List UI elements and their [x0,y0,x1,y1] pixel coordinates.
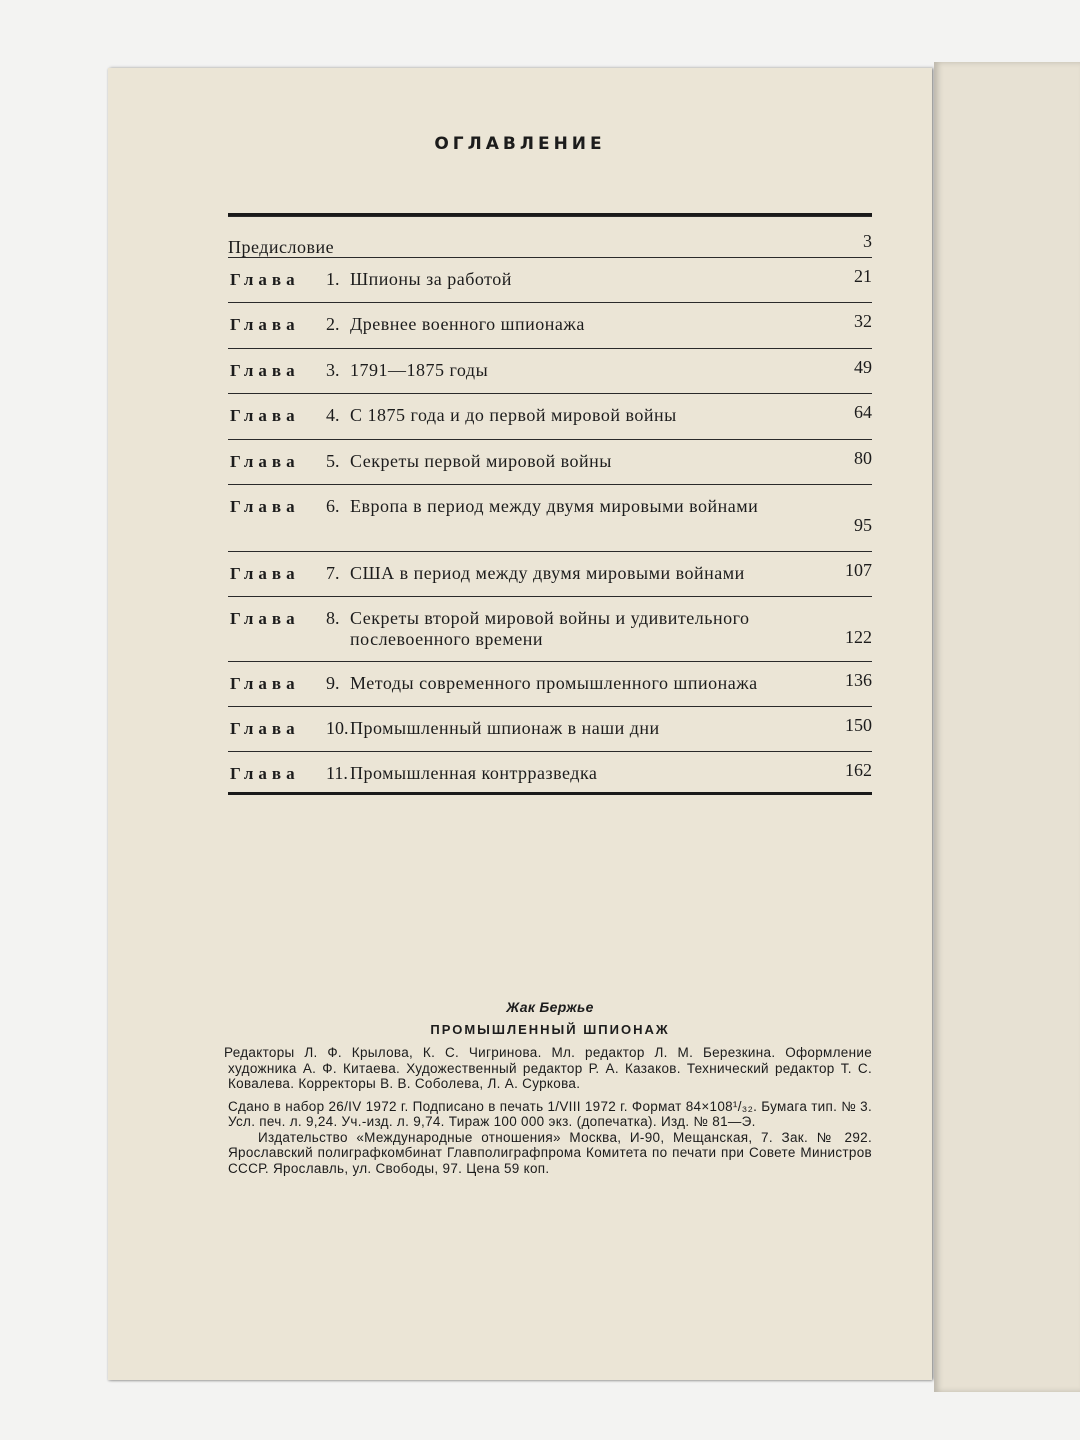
chapter-page: 64 [854,402,872,422]
chapter-page: 21 [854,266,872,286]
imprint-block [224,999,872,1176]
chapter-page: 95 [854,515,872,535]
toc-row [228,393,872,439]
chapter-label: Глава [230,406,300,425]
chapter-title: Европа в период между двумя мировыми войнами [350,496,759,516]
chapter-label: Глава [230,452,300,471]
chapter-number: 7. [326,563,340,583]
toc-row [228,484,872,551]
facing-page-edge [934,62,1080,1392]
table-of-contents [228,213,872,795]
preface-label: Предисловие [228,237,335,257]
chapter-label: Глава [230,719,300,738]
chapter-page: 32 [854,311,872,331]
print-info-text: Сдано в набор 26/IV 1972 г. Подписано в печать 1/VIII 1972 г. Формат 84×108¹/₃₂. Бумага тип. № 3. Усл. печ. л. 9,24. Уч.-изд. л. 9,74. Тираж 100 000 экз. (допечатка). Изд. № 81—Э. [228,1098,872,1129]
chapter-title: 1791—1875 годы [350,360,489,380]
chapter-title: Секреты первой мировой войны [350,451,612,471]
chapter-label: Глава [230,674,300,693]
toc-row [228,348,872,393]
chapter-label: Глава [230,764,300,783]
book-title: ПРОМЫШЛЕННЫЙ ШПИОНАЖ [430,1021,670,1037]
publisher-text: Издательство «Международные отношения» Москва, И-90, Мещанская, 7. Зак. № 292. Ярославский полиграфкомбинат Главполиграфпрома Комитета по печати при Совете Министров СССР. Ярославль, ул. Свободы, 97. Цена 59 коп. [228,1129,872,1176]
chapter-label: Глава [230,609,300,628]
chapter-page: 162 [845,760,872,780]
chapter-title: США в период между двумя мировыми войнами [350,563,745,583]
chapter-number: 1. [326,269,340,289]
toc-row [228,551,872,596]
chapter-number: 3. [326,360,340,380]
chapter-label: Глава [230,564,300,583]
preface-page: 3 [863,231,872,251]
chapter-page: 49 [854,357,872,377]
chapter-label: Глава [230,270,300,289]
chapter-number: 8. [326,608,340,628]
chapter-label: Глава [230,497,300,516]
chapter-label: Глава [230,361,300,380]
chapter-title: Промышленный шпионаж в наши дни [350,718,660,738]
toc-title: ОГЛАВЛЕНИЕ [434,134,606,154]
chapter-title: Методы современного промышленного шпионажа [350,673,758,693]
toc-row [228,302,872,348]
chapter-label: Глава [230,315,300,334]
toc-row [228,661,872,706]
chapter-title: Древнее военного шпионажа [350,314,585,334]
toc-row [228,596,872,661]
chapter-number: 10. [326,718,349,738]
chapter-page: 136 [845,670,872,690]
chapter-number: 4. [326,405,340,425]
chapter-number: 2. [326,314,340,334]
editors-text: Редакторы Л. Ф. Крылова, К. С. Чигринова. Мл. редактор Л. М. Березкина. Оформление художника А. Ф. Китаева. Художественный редактор Р. А. Казаков. Технический редактор Т. С. Ковалева. Корректоры В. В. Соболева, Л. А. Суркова. [224,1045,872,1091]
author-name: Жак Бержье [506,999,594,1015]
toc-row [228,439,872,484]
chapter-page: 80 [854,448,872,468]
chapter-number: 6. [326,496,340,516]
chapter-title: С 1875 года и до первой мировой войны [350,405,677,425]
chapter-title: Промышленная контрразведка [350,763,598,783]
chapter-number: 9. [326,673,340,693]
toc-bottom-rule [228,792,872,795]
toc-row [228,751,872,792]
chapter-number: 5. [326,451,340,471]
chapter-page: 122 [845,627,872,647]
toc-row [228,257,872,302]
toc-row [228,706,872,751]
chapter-page: 107 [845,560,872,580]
toc-row-preface [228,216,872,257]
chapter-title: Шпионы за работой [350,269,512,289]
chapter-page: 150 [845,715,872,735]
chapter-title: Секреты второй мировой войны и удивительного послевоенного времени [350,608,750,649]
chapter-number: 11. [326,763,348,783]
